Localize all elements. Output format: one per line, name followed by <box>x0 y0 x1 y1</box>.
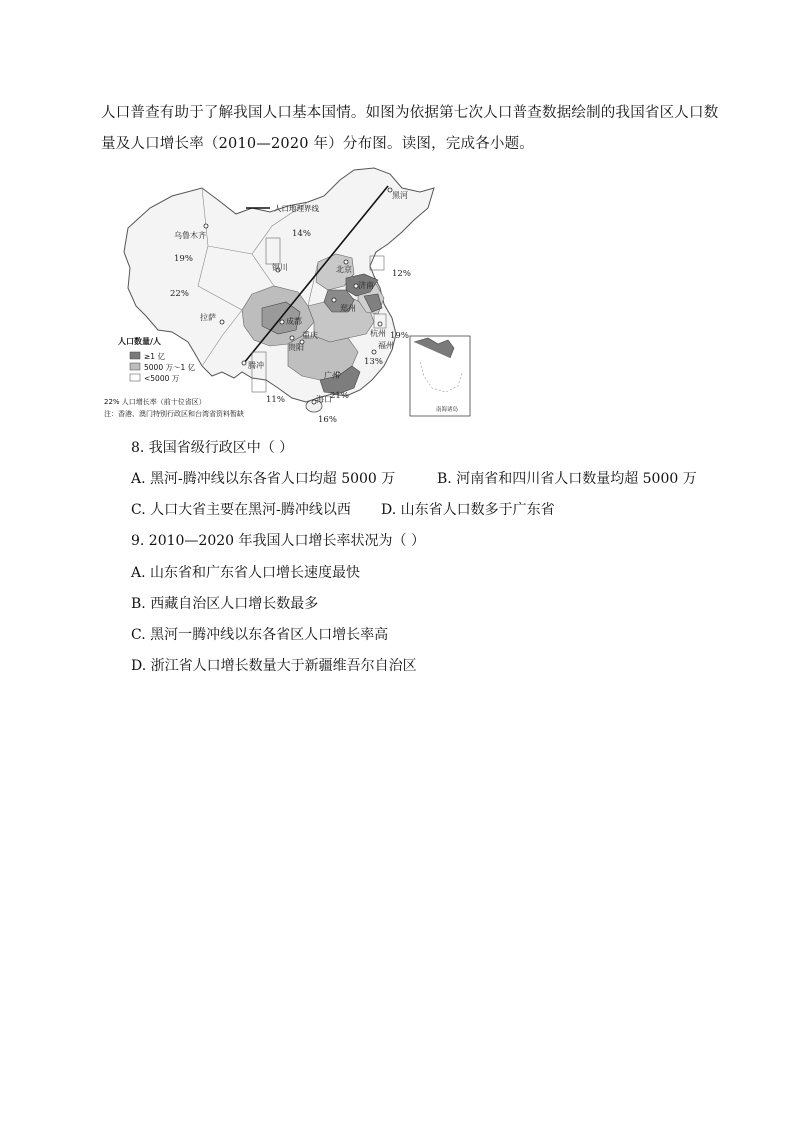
inset-label: 南海诸岛 <box>436 407 459 413</box>
question-9-option-a: A. 山东省和广东省人口增长速度最快 <box>131 565 361 581</box>
city-guangzhou: 广州 <box>324 371 340 380</box>
rate-tianjin: 12% <box>392 269 411 279</box>
legend-swatch-high <box>130 352 140 359</box>
intro-line-2: 量及人口增长率（2010—2020 年）分布图。读图，完成各小题。 <box>101 136 535 152</box>
city-tengchong: 腾冲 <box>248 361 264 370</box>
rate-zhejiang: 19% <box>390 331 409 341</box>
intro-line-1: 人口普查有助于了解我国人口基本国情。如图为依据第七次人口普查数据绘制的我国省区人口数 <box>101 105 719 121</box>
question-9-option-b: B. 西藏自治区人口增长数最多 <box>131 596 319 612</box>
city-lhasa: 拉萨 <box>200 313 216 322</box>
note-rate: 22% 人口增长率（前十位省区） <box>104 398 206 406</box>
city-heihe: 黑河 <box>392 191 408 200</box>
legend-swatch-low <box>130 374 140 381</box>
question-8-option-d: D. 山东省人口数多于广东省 <box>381 502 555 518</box>
rate-fujian: 13% <box>364 357 383 367</box>
rate-hainan: 16% <box>318 415 337 424</box>
city-chongqing: 重庆 <box>302 331 318 340</box>
legend-title: 人口数量/人 <box>118 337 161 346</box>
city-jinan: 济南 <box>358 281 374 290</box>
city-beijing: 北京 <box>336 265 352 274</box>
question-9-option-c: C. 黑河一腾冲线以东各省区人口增长率高 <box>131 627 389 643</box>
city-zhengzhou: 郑州 <box>340 304 356 313</box>
legend-swatch-mid <box>130 363 140 370</box>
intro-paragraph <box>101 98 719 160</box>
question-9-stem: 9. 2010—2020 年我国人口增长率状况为（ ） <box>131 533 425 549</box>
note-missing: 注：香港、澳门特别行政区和台湾省资料暂缺 <box>104 410 244 418</box>
city-yinchuan: 银川 <box>272 263 288 272</box>
city-urumqi: 乌鲁木齐 <box>174 231 206 240</box>
rate-guangdong: 21% <box>330 391 349 401</box>
rate-xinjiang: 19% <box>174 254 193 264</box>
question-8-option-c: C. 人口大省主要在黑河-腾冲线以西 <box>131 502 351 518</box>
rate-yunnan-guizhou: 11% <box>266 395 285 405</box>
rate-ningxia: 14% <box>292 229 311 239</box>
city-chengdu: 成都 <box>286 317 302 326</box>
legend-item-mid: 5000 万～1 亿 <box>144 363 196 372</box>
rate-tibet: 22% <box>170 289 189 299</box>
legend-item-high: ≥1 亿 <box>144 352 165 361</box>
city-haikou: 海口 <box>316 395 332 404</box>
city-fuzhou: 福州 <box>378 341 394 350</box>
question-8-option-b: B. 河南省和四川省人口数量均超 5000 万 <box>437 471 697 487</box>
legend-item-low: <5000 万 <box>144 374 180 383</box>
question-8-stem: 8. 我国省级行政区中（ ） <box>131 440 294 456</box>
legend-line-label: 人口地理界线 <box>274 204 319 213</box>
question-9-option-d: D. 浙江省人口增长数量大于新疆维吾尔自治区 <box>131 658 417 674</box>
city-hangzhou: 杭州 <box>370 329 386 338</box>
question-8-option-a: A. 黑河-腾冲线以东各省人口均超 5000 万 <box>131 471 396 487</box>
population-map <box>102 166 474 424</box>
city-guiyang: 贵阳 <box>288 343 304 352</box>
